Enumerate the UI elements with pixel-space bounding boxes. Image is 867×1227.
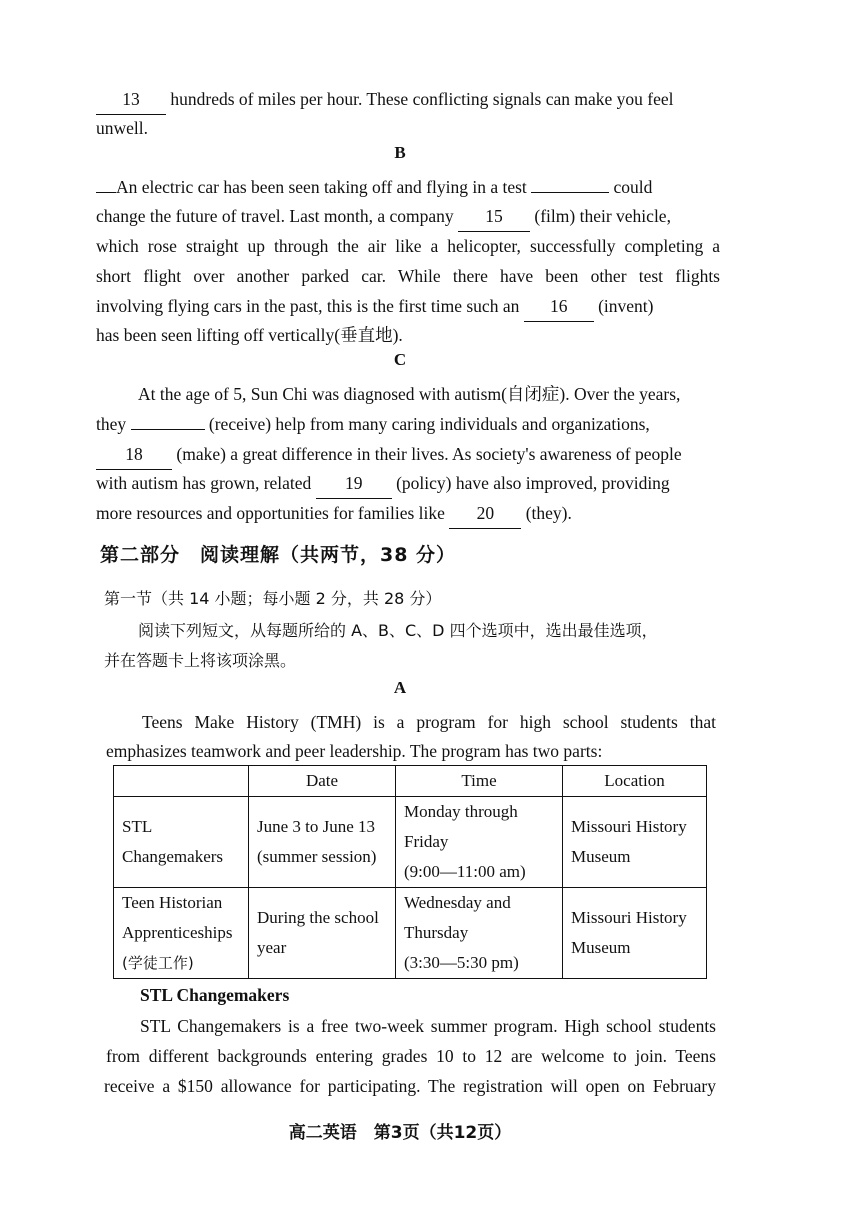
cell-line: Monday through bbox=[404, 802, 518, 821]
text-line: from different backgrounds entering grades 10 to 12 are welcome to join. Teens bbox=[106, 1046, 716, 1066]
text-span: (film) their vehicle, bbox=[534, 206, 671, 226]
text-span: (invent) bbox=[598, 296, 654, 316]
subsection-heading: 第一节（共 14 小题；每小题 2 分，共 28 分） bbox=[104, 589, 442, 608]
cell-line: (学徒工作) bbox=[122, 954, 194, 972]
text-line: emphasizes teamwork and peer leadership. The program has two parts: bbox=[106, 741, 603, 761]
text-line: At the age of 5, Sun Chi was diagnosed with autism(自闭症). Over the years, bbox=[138, 384, 681, 404]
text-span: more resources and opportunities for families like bbox=[96, 503, 445, 523]
text-span: (receive) help from many caring individuals and organizations, bbox=[208, 414, 650, 434]
cell-line: year bbox=[257, 938, 287, 957]
cell-line: Changemakers bbox=[122, 847, 224, 866]
cell-line: (9:00—11:00 am) bbox=[404, 862, 526, 881]
answer-blank-15: 15 bbox=[458, 201, 530, 232]
cell-line: Museum bbox=[571, 938, 631, 957]
text-line bbox=[96, 291, 720, 322]
table-header-cell: Date bbox=[249, 766, 396, 797]
cell-line: Thursday bbox=[404, 923, 469, 942]
table-cell-date bbox=[249, 797, 396, 888]
instruction-line: 并在答题卡上将该项涂黑。 bbox=[104, 651, 297, 670]
answer-blank-20: 20 bbox=[449, 498, 521, 529]
text-line bbox=[96, 201, 720, 232]
cell-line: Museum bbox=[571, 847, 631, 866]
cell-line: STL bbox=[122, 817, 153, 836]
answer-blank-14 bbox=[531, 192, 609, 193]
schedule-table bbox=[113, 765, 707, 979]
cell-line: (3:30—5:30 pm) bbox=[404, 953, 519, 972]
answer-blank bbox=[96, 192, 116, 193]
instruction-line: 阅读下列短文，从每题所给的 A、B、C、D 四个选项中，选出最佳选项， bbox=[138, 621, 658, 640]
text-span: An electric car has been seen taking off and flying in a test bbox=[116, 177, 527, 197]
cell-line: Teen Historian bbox=[122, 893, 223, 912]
cell-line: June 3 to June 13 bbox=[257, 817, 376, 836]
text-span: with autism has grown, related bbox=[96, 473, 312, 493]
text-span: (policy) have also improved, providing bbox=[396, 473, 670, 493]
table-cell-program bbox=[114, 888, 249, 979]
table-cell-date bbox=[249, 888, 396, 979]
cell-line: (summer session) bbox=[257, 847, 377, 866]
text-line: receive a $150 allowance for participating. The registration will open on February bbox=[104, 1076, 716, 1096]
cell-line: Friday bbox=[404, 832, 449, 851]
text-line bbox=[96, 468, 720, 499]
table-row bbox=[114, 797, 707, 888]
table-cell-location bbox=[563, 888, 707, 979]
text-line: which rose straight up through the air like a helicopter, successfully completing a bbox=[96, 236, 720, 256]
cell-line: During the school bbox=[257, 908, 379, 927]
table-cell-program bbox=[114, 797, 249, 888]
cell-line: Missouri History bbox=[571, 817, 687, 836]
text-line: has been seen lifting off vertically(垂直地). bbox=[96, 325, 403, 345]
text-line: short flight over another parked car. While there have been other test flights bbox=[96, 266, 720, 286]
section-letter-b: B bbox=[394, 143, 406, 162]
text-line: Teens Make History (TMH) is a program for high school students that bbox=[142, 712, 716, 732]
text-span: (make) a great difference in their lives. As society's awareness of people bbox=[176, 444, 682, 464]
text-span: could bbox=[613, 177, 653, 197]
answer-blank-16: 16 bbox=[524, 291, 594, 322]
answer-blank-13: 13 bbox=[96, 84, 166, 115]
table-header-row bbox=[114, 766, 707, 797]
part-heading: 第二部分 阅读理解（共两节，38 分） bbox=[100, 544, 457, 566]
answer-blank-19: 19 bbox=[316, 468, 392, 499]
text-line: STL Changemakers is a free two-week summer program. High school students bbox=[140, 1016, 716, 1036]
section-letter-c: C bbox=[393, 350, 407, 369]
passage-letter-a: A bbox=[393, 678, 407, 697]
table-cell-location bbox=[563, 797, 707, 888]
answer-blank-18: 18 bbox=[96, 439, 172, 470]
table-header-cell: Time bbox=[396, 766, 563, 797]
cell-line: Wednesday and bbox=[404, 893, 511, 912]
stl-heading: STL Changemakers bbox=[140, 985, 290, 1005]
text-line bbox=[96, 172, 720, 202]
text-span: they bbox=[96, 414, 127, 434]
text-span: (they). bbox=[525, 503, 572, 523]
text-span: hundreds of miles per hour. These conflicting signals can make you feel bbox=[170, 89, 674, 109]
text-span: change the future of travel. Last month, a company bbox=[96, 206, 454, 226]
text-span: involving flying cars in the past, this is the first time such an bbox=[96, 296, 520, 316]
cell-line: Apprenticeships bbox=[122, 923, 233, 942]
table-cell-time bbox=[396, 797, 563, 888]
cell-line: Missouri History bbox=[571, 908, 687, 927]
text-line bbox=[96, 439, 720, 470]
page-footer: 高二英语 第3页（共12页） bbox=[288, 1123, 512, 1143]
text-line bbox=[96, 498, 720, 529]
table-header-cell bbox=[114, 766, 249, 797]
table-row bbox=[114, 888, 707, 979]
text-line bbox=[96, 409, 720, 439]
answer-blank-17 bbox=[131, 429, 205, 430]
text-line: unwell. bbox=[96, 118, 149, 138]
table-header-cell: Location bbox=[563, 766, 707, 797]
text-line bbox=[96, 84, 720, 115]
table-cell-time bbox=[396, 888, 563, 979]
